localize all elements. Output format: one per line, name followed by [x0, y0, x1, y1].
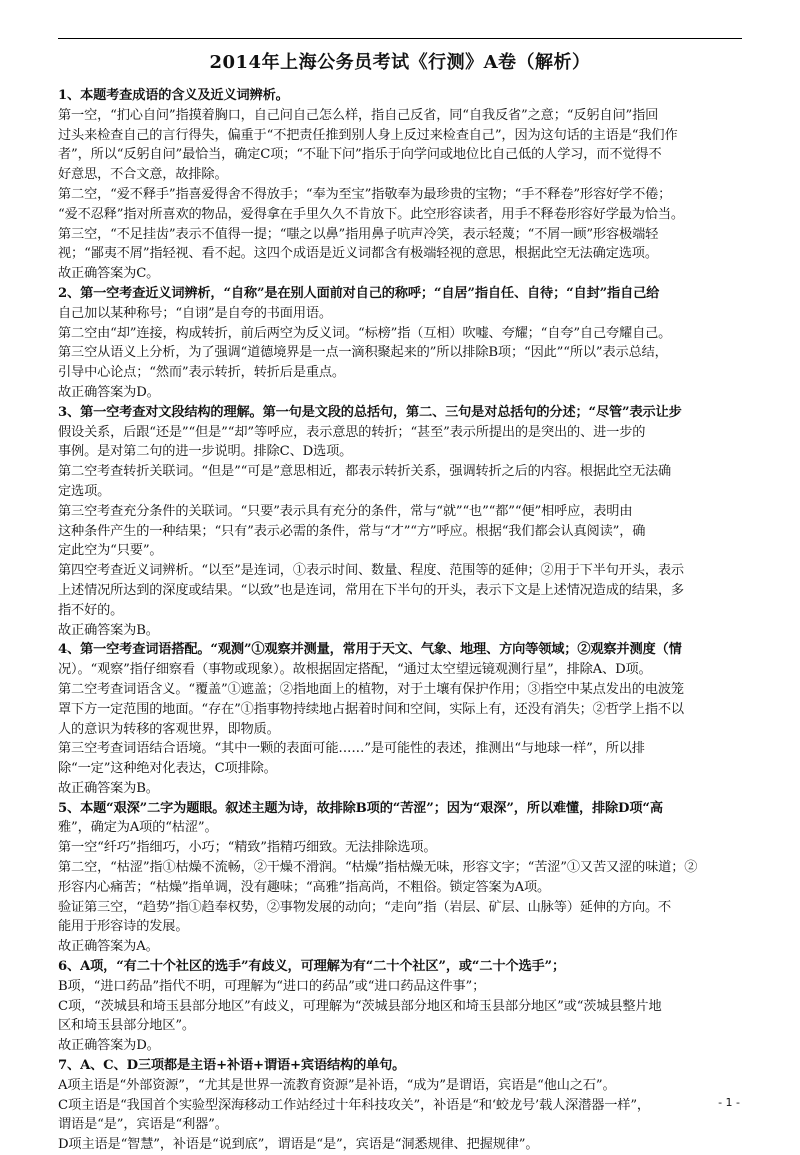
text-line: 第三空从语义上分析，为了强调“道德境界是一点一滴积聚起来的”所以排除B项；“因此”“所以”表示总结，: [58, 345, 668, 361]
text-line: 指不好的。: [58, 602, 124, 618]
text-line: 自己加以某种称号；“自诩”是自夸的书面用语。: [58, 305, 332, 321]
text-line: 故正确答案为B。: [58, 780, 159, 796]
text-line: A项主语是“外部资源”，“尤其是世界一流教育资源”是补语，“成为”是谓语，宾语是“他山之石”。: [58, 1077, 616, 1093]
text-line: 5、本题“艰深”二字为题眼。叙述主题为诗，故排除B项的“苦涩”；因为“艰深”，所以难懂，排除D项“高: [58, 800, 663, 816]
text-line: C项，“茨城县和埼玉县部分地区”有歧义，可理解为“茨城县部分地区和埼玉县部分地区”或“茨城县整片地: [58, 998, 662, 1014]
text-line: 谓语是“是”，宾语是“利器”。: [58, 1117, 228, 1133]
text-line: 者”，所以“反躬自问”最恰当，确定C项；“不耻下问”指乐于向学问或地位比自己低的人学习，而不觉得不: [58, 147, 662, 163]
page-title: 2014年上海公务员考试《行测》A卷（解析）: [209, 52, 591, 73]
text-line: 2、第一空考查近义词辨析，“自称”是在别人面前对自己的称呼；“自居”指自任、自待；“自封”指自己给: [58, 285, 660, 301]
text-line: 罩下方一定范围的地面。“存在”①指事物持续地占据着时间和空间，实际上有，还没有消失；②哲学上指不以: [58, 701, 684, 717]
text-line: 故正确答案为D。: [58, 1038, 160, 1054]
text-line: 故正确答案为D。: [58, 384, 160, 400]
text-line: 故正确答案为C。: [58, 266, 160, 282]
text-line: 第一空，“扪心自问”指摸着胸口，自己问自己怎么样，指自己反省，同“自我反省”之意；“反躬自问”指回: [58, 107, 659, 123]
text-line: 视；“鄙夷不屑”指轻视、看不起。这四个成语是近义词都含有极端轻视的意思，根据此空无法确定选项。: [58, 246, 658, 262]
text-line: 事例。是对第二句的进一步说明。排除C、D选项。: [58, 444, 353, 460]
text-line: 引导中心论点；“然而”表示转折，转折后是重点。: [58, 365, 345, 381]
text-line: 6、A项，“有二十个社区的选手”有歧义，可理解为有“二十个社区”，或“二十个选手”；: [58, 959, 565, 975]
text-line: 定选项。: [58, 483, 111, 499]
text-line: 假设关系，后跟“还是”“但是”“却”等呼应，表示意思的转折；“甚至”表示所提出的是突出的、进一步的: [58, 424, 646, 440]
text-line: 况）。“观察”指仔细察看（事物或现象）。故根据固定搭配，“通过太空望远镜观测行星”，排除A、D项。: [58, 662, 652, 678]
text-line: 第二空由“却”连接，构成转折，前后两空为反义词。“标榜”指（互相）吹嘘、夸耀；“自夸”自己夸耀自己。: [58, 325, 672, 341]
text-line: 故正确答案为B。: [58, 622, 159, 638]
text-line: 第三空，“不足挂齿”表示不值得一提；“嗤之以鼻”指用鼻子吭声冷笑，表示轻蔑；“不屑一顾”形容极端轻: [58, 226, 659, 242]
text-line: 区和埼玉县部分地区”。: [58, 1018, 195, 1034]
text-line: 第二空，“爱不释手”指喜爱得舍不得放手；“奉为至宝”指敬奉为最珍贵的宝物；“手不释卷”形容好学不倦；: [58, 186, 672, 202]
text-line: 第一空“纤巧”指细巧，小巧；“精致”指精巧细致。无法排除选项。: [58, 840, 437, 856]
text-line: 这种条件产生的一种结果；“只有”表示必需的条件，常与“才”“方”呼应。根据“我们都会认真阅读”，确: [58, 523, 646, 539]
text-line: 7、A、C、D三项都是主语+补语+谓语+宾语结构的单句。: [58, 1058, 406, 1074]
text-line: 第三空考查词语结合语境。“其中一颗的表面可能‥‥‥”是可能性的表述，推测出“与地球一样”，所以排: [58, 741, 645, 757]
text-line: “爱不忍释”指对所喜欢的物品，爱得拿在手里久久不肯放下。此空形容读者，用手不释卷形容好学最为恰当。: [58, 206, 684, 222]
text-line: 人的意识为转移的客观世界，即物质。: [58, 721, 280, 737]
text-line: 定此空为“只要”。: [58, 543, 163, 559]
document-body: [58, 86, 742, 1155]
text-line: 上述情况所达到的深度或结果。“以致”也是连词，常用在下半句的开头，表示下文是上述情况造成的结果，多: [58, 582, 684, 598]
text-line: 好意思，不合文意，故排除。: [58, 167, 228, 183]
text-line: 故正确答案为A。: [58, 939, 159, 955]
text-line: 4、第一空考查词语搭配。“观测”①观察并测量，常用于天文、气象、地理、方向等领域；②观察并测度（情: [58, 642, 682, 658]
page-number: - 1 -: [718, 1096, 740, 1109]
text-line: 1、本题考查成语的含义及近义词辨析。: [58, 88, 289, 103]
text-line: 第二空考查词语含义。“覆盖”①遮盖；②指地面上的植物，对于土壤有保护作用；③指空中某点发出的电波笼: [58, 681, 684, 697]
text-line: D项主语是“智慧”，补语是“说到底”，谓语是“是”，宾语是“洞悉规律、把握规律”。: [58, 1137, 539, 1153]
text-line: B项，“进口药品”指代不明，可理解为“进口的药品”或“进口药品这件事”；: [58, 978, 486, 994]
text-line: 过头来检查自己的言行得失，偏重于“不把责任推到别人身上反过来检查自己”，因为这句话的主语是“我们作: [58, 127, 678, 143]
text-line: 能用于形容诗的发展。: [58, 919, 189, 935]
text-line: 雅”，确定为A项的“枯涩”。: [58, 820, 218, 836]
text-line: 第三空考查充分条件的关联词。“只要”表示具有充分的条件，常与“就”“也”“都”“便”相呼应，表明由: [58, 503, 633, 519]
text-line: 第二空，“枯涩”指①枯燥不流畅，②干燥不滑润。“枯燥”指枯燥无味，形容文字；“苦涩”①又苦又涩的味道；②: [58, 860, 698, 876]
text-line: C项主语是“我国首个实验型深海移动工作站经过十年科技攻关”，补语是“和‘蛟龙号’载人深潜器一样”，: [58, 1097, 650, 1113]
text-line: 第二空考查转折关联词。“但是”“可是”意思相近，都表示转折关系，强调转折之后的内容。根据此空无法确: [58, 464, 672, 480]
text-line: 形容内心痛苦；“枯燥”指单调，没有趣味；“高雅”指高尚，不粗俗。锁定答案为A项。: [58, 879, 551, 895]
text-line: 3、第一空考查对文段结构的理解。第一句是文段的总括句，第二、三句是对总括句的分述；“尽管”表示让步: [58, 404, 682, 420]
text-line: 除“一定”这种绝对化表达，C项排除。: [58, 761, 277, 777]
text-line: 第四空考查近义词辨析。“以至”是连词，①表示时间、数量、程度、范围等的延伸；②用于下半句开头，表示: [58, 563, 684, 579]
text-line: 验证第三空，“趋势”指①趋奉权势，②事物发展的动向；“走向”指（岩层、矿层、山脉等）延伸的方向。不: [58, 899, 672, 915]
header-rule: [58, 38, 742, 39]
